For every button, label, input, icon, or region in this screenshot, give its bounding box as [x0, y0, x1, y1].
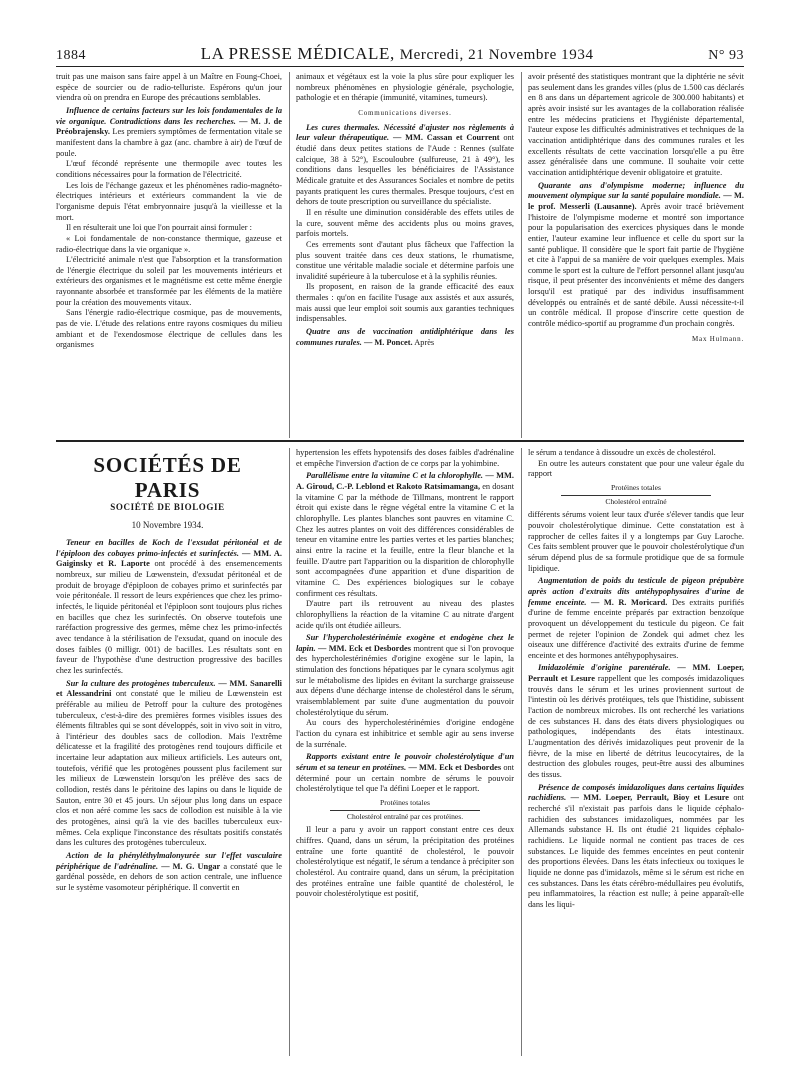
subsection-heading: Communications diverses. — [358, 108, 452, 117]
article-title: Sur la culture des protogènes tuberculeux. — [66, 678, 216, 688]
paragraph: Il en résulte une diminution considérable des effets utiles de la cure, souvent même des accidents plus ou moins graves, parfois mortels. — [296, 207, 514, 239]
section-rule — [56, 440, 744, 442]
article-text: ont constaté que le milieu de Lœwenstein est préférable au milieu de Petroff pour la culture des protogènes tuberculeux, c'est-à-dire des premières formes visibles issues des éléments filtrables qui se sont développés, soit in vivo soit in vitro, à l'intérieur des doubles sacs de collodion. Mais l'extrême délicatesse et la fragilité des protogènes rend toujours difficile et incertaine leur adaptation aux milieux artificiels. Les auteurs ont, toutefois, vérifié que les protogènes poussent plus facilement sur les milieux de Lœwenstein lorsqu'on les prélève des sacs de collodion, restés dans le péritoine des lapins ou dans le liquide de Sauton, entre 30 et 45 jours. Un séjour plus long dans un espace clos et non aéré comme les sacs de collodion est nuisible à la vie des protogènes, ainsi qu'à la vie des bacilles tuberculeux eux-mêmes. Cela explique l'inconstance des résultats positifs constatés dans les cultures des protogènes tuberculeux. — [56, 689, 282, 848]
article-text: ont déterminé pour un certain nombre de sérums le pouvoir cholestérolytique tel que l'a défini Loeper et le rapport. — [296, 763, 514, 794]
issue-number: N° 93 — [708, 48, 744, 63]
article-title: Les cures thermales. Nécessité d'ajuster nos règlements à leur valeur thérapeutique. — [296, 122, 514, 143]
paragraph: Sans l'énergie radio-électrique cosmique, pas de mouvements, pas de vie. L'étude des relations entre rayons cosmiques du milieu ambiant et de l'exendosmose électrique de cellules dans les organismes — [56, 308, 282, 350]
article-authors: — MM. Eck et Desbordes — [408, 763, 502, 773]
article-title: Parallélisme entre la vitamine C et la chlorophylle. — [306, 471, 483, 481]
article-authors: — MM. A. Giroud, C.-P. Leblond et Rakoto Ratsimamanga, — [296, 471, 514, 491]
bottom-column-1 — [56, 536, 282, 1056]
paragraph: différents sérums voient leur taux d'urée s'élever tandis que leur pouvoir cholestérolytique diminue. Cette constatation est à rapprocher de celles faites il y a longtemps par Guy Laroche. Ces faits semblent prouver que le pouvoir cholestérolytique d'un sérum dépend plus de sa formule protidique que de sa formule lipidique. — [528, 510, 744, 573]
article-authors: — MM. Loeper, Perrault, Bioy et Lesure — [570, 793, 729, 803]
paragraph: Ils proposent, en raison de la grande efficacité des eaux thermales : qu'on en facilite l'usage aux assistés et aux assurés, mais aussi que leur emploi soit soumis aux garanties techniques indispensables. — [296, 282, 514, 324]
article-item — [56, 679, 282, 850]
column-divider — [521, 448, 522, 1056]
paragraph: animaux et végétaux est la voie la plus sûre pour expliquer les nombreux phénomènes en physiologie générale, psychologie, pathologie et en thérapie (immunité, vitamines, tumeurs). — [296, 72, 514, 103]
column-divider — [289, 72, 290, 438]
article-authors: — MM. Cassan et Courrent — [392, 133, 500, 143]
paragraph: avoir présenté des statistiques montrant que la diphtérie ne sévit pas seulement dans les grandes villes (plus de 1.500 cas déclarés en 8 ans dans un département agricole de 300.000 habitants) et après avoir insisté sur les avantages de la collaboration réalisée entre les médecins praticiens et l'hygiéniste départemental, l'auteur expose les difficultés administratives et techniques de la vaccination antidiphtérique dans des communes rurales et les excellents résultats de cette vaccination lorsqu'elle a pu être assez généralisée dans une commune. Il souhaite voir cette vaccination antidiphtérique devenir obligatoire et gratuite. — [528, 72, 744, 177]
article-title: Augmentation de poids du testicule de pigeon prépubère après action d'extraits dits antéhypophysaires d'urine de femme enceinte. — [528, 576, 744, 607]
session-date: 10 Novembre 1934. — [131, 520, 204, 530]
article-title: Sur l'hypercholestérinémie exogène et endogène chez le lapin. — [296, 633, 514, 653]
article-text: ont recherché s'il n'existait pas parfois dans le liquide céphalo-rachidien des substances imidazoliques, nommées par les Allemands substance H. Ils ont étudié 21 liquides céphalo-rachidiens. Le liquide normal ne contient pas traces de ces substances. Le liquide des femmes enceintes en peut contenir des proportions élevées. Dans les états infectieux ou toxiques le liquide ne donne pas d'imidazols, même si le sérum est riche en ces substances. Dans les états cérébro-médullaires peu évolutifs, peu inflammatoires, la réaction est nulle; à peine apparaît-elle dans les liqui- — [528, 793, 744, 909]
ratio-denominator: Cholestérol entraîné par ces protéines. — [346, 811, 464, 821]
article-title: Action de la phényléthylmalonyurée sur l'effet vasculaire périphérique de l'adrénaline. — [56, 851, 282, 871]
article-item — [528, 181, 744, 330]
article-authors: — M. Poncet. — [363, 337, 413, 347]
article-title: Quatre ans de vaccination antidiphtérique dans les communes rurales. — [296, 327, 514, 347]
article-title: Teneur en bacilles de Koch de l'exsudat péritonéal et de l'épiploon des cobayes primo-infectés et surinfectés. — [56, 538, 282, 558]
ratio-numerator: Protéines totales — [611, 482, 661, 492]
article-title: Imidazolémie d'origine parentérale. — [538, 663, 671, 673]
article-authors: — MM. A. Gaiginsky et R. Laporte — [56, 548, 282, 569]
article-text: Après avoir tracé brièvement l'histoire de l'olympisme moderne et montré son importance pour la popularisation des exercices physiques dans le monde entier, l'auteur examine leur influence et celle du sport sur la santé publique. Il considère que le sport fait partie de l'hygiène et cite à l'appui de sa manière de voir quelques exemples. Mais comme le sport est la culture de l'effort personnel allant jusqu'au risque, il peut présenter des inconvénients et même des dangers lorsqu'il est pratiqué par des individus insuffisamment développés ou entraînés et de santé débile. Aussi nécessite-t-il un contrôle médical. Il propose d'inscrire cette question de contrôle médico-sportif au programme d'un prochain congrès. — [528, 201, 744, 329]
top-column-1 — [56, 72, 282, 442]
article-text: Des extraits purifiés d'urine de femme enceinte préparés par extraction benzoïque provoquent un développement du testicule du pigeon. Ce fait permet de rejeter l'opinion de Zondek qui admet chez les oiseaux une différence d'activité des extraits d'urine de femme enceinte et des hormones antéhypophysaires. — [528, 597, 744, 660]
section-title: SOCIÉTÉS DE PARIS — [93, 453, 242, 502]
article-item — [56, 851, 282, 894]
article-authors: — M. J. de Préobrajensky. — [56, 116, 282, 137]
paragraph: Au cours des hypercholestérinémies d'origine endogène l'action du cynara est inhibitrice et semble agir au sens inverse de la surrénale. — [296, 718, 514, 749]
paragraph: Il en résulterait une loi que l'on pourrait ainsi formuler : — [66, 223, 252, 233]
header-rule — [56, 66, 744, 67]
article-item — [528, 783, 744, 911]
article-text: rappellent que les composés imidazoliques trouvés dans le sérum et les urines proviennent surtout de l'intestin où les dérivés protéiques, tels que l'histidine, subissent l'action de nombreux microbes. Ils ont recherché les variations de ces substances H. dans des états divers physiologiques ou pathologiques, indépendants des états intestinaux. L'augmentation des dérivés imidazoliques peut provenir de la fièvre, de la mise en liberté de détritus leucocytaires, de la destruction des globules rouges, peut-être aussi des albumines des tissus. — [528, 674, 744, 780]
paragraph: L'œuf fécondé représente une thermopile avec toutes les conditions nécessaires pour la formation de l'électricité. — [56, 159, 282, 179]
article-text: Les premiers symptômes de fermentation vitale se manifestent dans la chambre à gaz (anc. chambre à air) de l'œuf de poule. — [56, 127, 282, 158]
paragraph: D'autre part ils retrouvent au niveau des plastes chlorophylliens la réaction de la vitamine C au nitrate d'argent acide qu'ils ont étudiée ailleurs. — [296, 599, 514, 630]
bottom-column-2 — [296, 448, 514, 1056]
article-title: Rapports existant entre le pouvoir cholestérolytique d'un sérum et sa teneur en protéines. — [296, 752, 514, 773]
paragraph: Il leur a paru y avoir un rapport constant entre ces deux chiffres. Quand, dans un sérum, la précipitation des protéines entraîne une forte quantité de cholestérol, le pouvoir cholestérolytique est négatif, le sérum a tendance à précipiter son cholestérol. Au contraire quand, dans un sérum, la précipitation des protéines entraîne une faible quantité de cholestérol, le pouvoir cholestérolytique est positif, — [296, 825, 514, 899]
article-authors: — M. le prof. Messerli (Lausanne). — [528, 191, 744, 211]
fraction-bar — [561, 495, 711, 496]
article-authors: — MM. Loeper, Perrault et Lesure — [528, 663, 744, 684]
ratio-formula — [528, 483, 744, 507]
page-header — [56, 44, 744, 66]
paragraph: le sérum a tendance à dissoudre un excès de cholestérol. — [528, 448, 716, 457]
issue-date: Mercredi, 21 Novembre 1934 — [399, 47, 594, 63]
journal-title: LA PRESSE MÉDICALE, — [200, 44, 395, 63]
top-column-3 — [528, 72, 744, 442]
top-column-2 — [296, 72, 514, 442]
article-title: Présence de composés imidazoliques dans certains liquides rachidiens. — [528, 782, 744, 803]
article-item — [56, 106, 282, 159]
column-divider — [521, 72, 522, 438]
article-text: ont étudié dans deux petites stations de l'Aude : Rennes (sulfate calcique, 38 à 52°), Escouloubre (sulfureuse, 21 à 49°), les conditions dans lesquelles les bénéficiaires de l'Assistance Médicale gratuite et des Assurances Sociales et nombre de petits payants pratiquent les cures thermales. Presque toujours, c'est en dehors de toute prescription ou surveillance du spécialiste. — [296, 133, 514, 207]
paragraph: Les lois de l'échange gazeux et les phénomènes radio-magnéto-électriques intérieurs et extérieurs commandent la vie de l'organisme depuis l'état embryonnaire jusqu'à la vieillesse et la mort. — [56, 180, 282, 222]
article-authors: — MM. Sanarelli et Alessandrini — [56, 678, 282, 699]
article-title: Influence de certains facteurs sur les lois fondamentales de la vie organique. Contradictions dans les recherches. — [56, 105, 282, 126]
society-name: SOCIÉTÉ DE BIOLOGIE — [110, 502, 225, 512]
ratio-denominator: Cholestérol entraîné — [605, 496, 667, 506]
paragraph: truit pas une maison sans faire appel à un Maître en Foung-Choei, espèce de sourcier ou de radio-telluriste. Espérons qu'un jour viendra où on prendra en Europe des précautions semblables. — [56, 72, 282, 103]
page-number: 1884 — [56, 48, 86, 63]
paragraph: « Loi fondamentale de non-constance thermique, gazeuse et radio-électrique dans la vie organique ». — [56, 233, 282, 254]
ratio-numerator: Protéines totales — [380, 798, 430, 807]
article-text: en dosant la vitamine C par la méthode de Tillmans, montrent le rapport étroit qui existe dans le règne végétal entre la vitamine C et la chlorophylle. Les plantes blanches sont pauvres en vitamine C. Chez les autres plantes on voit des différences considérables de teneur en vitamine entre les parties vertes et les parties blanches; ainsi entre la racine et la feuille, entre la fleur blanche et la feuille. D'autre part l'apparition ou la disparition de chlorophylle sont accompagnées d'une apparition et d'une disparition de vitamine C. Des expériences biologiques sur le cobaye confirment ces résultats. — [296, 481, 514, 598]
article-text: a constaté que le gardénal possède, en dehors de son action centrale, une influence sur le système vasomoteur périphérique. Il convertit en — [56, 861, 282, 892]
article-item — [56, 538, 282, 677]
article-title: Quarante ans d'olympisme moderne; influence du mouvement olympique sur la santé populaire mondiale. — [528, 180, 744, 201]
paragraph: L'électricité animale n'est que l'absorption et la transformation de l'énergie électrique du soleil par les mouvements intérieurs et extérieurs des organismes et le magnétisme est cette même énergie rayonnante absorbée et transformée par les éléments de la matière pour la création des mouvements vitaux. — [56, 255, 282, 307]
article-text: Après — [414, 337, 435, 347]
article-authors: — M. R. Moricard. — [591, 597, 668, 607]
article-authors: — MM. Eck et Desbordes — [318, 643, 411, 653]
paragraph: hypertension les effets hypotensifs des doses faibles d'adrénaline et empêche l'inversion d'action de ce corps par la yohimbine. — [296, 448, 514, 468]
article-item — [528, 663, 744, 780]
paragraph: Ces errements sont d'autant plus fâcheux que l'affection la plus souvent traitée dans ces deux stations, le rhumatisme, constitue une véritable maladie sociale et détermine parfois une invalidité supérieure à la tuberculose et à la syphilis réunies. — [296, 239, 514, 281]
ratio-formula — [296, 798, 514, 822]
article-text: montrent que si l'on provoque des hypercholestérinémies d'origine exogène sur le lapin, la stimulation des fonctions hépatiques par le cynara scolymus agit sur le métabolisme des lipides en évitant la surcharge graisseuse aux dépens d'une décharge intense de cholestérol dans le sérum, vraisemblablement par suite d'une augmentation du pouvoir cholestérolytique du sérum. — [296, 643, 514, 717]
article-item — [296, 327, 514, 348]
paragraph: En outre les auteurs constatent que pour une valeur égale du rapport — [528, 458, 744, 479]
column-divider — [289, 448, 290, 1056]
article-item — [296, 471, 514, 599]
article-authors: — M. G. Ungar — [161, 861, 221, 871]
article-item — [296, 123, 514, 208]
journal-masthead — [201, 44, 594, 64]
article-item — [528, 576, 744, 661]
article-item — [296, 752, 514, 795]
bottom-column-3 — [528, 448, 744, 1056]
article-item — [296, 633, 514, 718]
author-signature: Max Hulmann. — [692, 334, 744, 343]
article-text: ont procédé à des ensemencements nombreux, sur milieu de Lœwenstein, d'exsudat péritonéal et de produit de broyage d'épiploon de cobayes primo et surinfectés par voie péritonéale. Il ressort de leurs expériences que chez les primo-infectés, le liquide péritonéal et l'épiploon sont toujours plus riches en bacilles que chez les surinfectés. On observe toutefois une raréfaction progressive des germes, même chez les primo-infectés avec tendance à la stérilisation de l'exsudat, quand on inocule des doses faibles (0 milligr. 001) de bacilles. Les résultats sont en faveur de l'hypothèse d'une destruction progressive des bacilles chez les surinfectés. — [56, 559, 282, 675]
fraction-bar — [330, 810, 480, 811]
